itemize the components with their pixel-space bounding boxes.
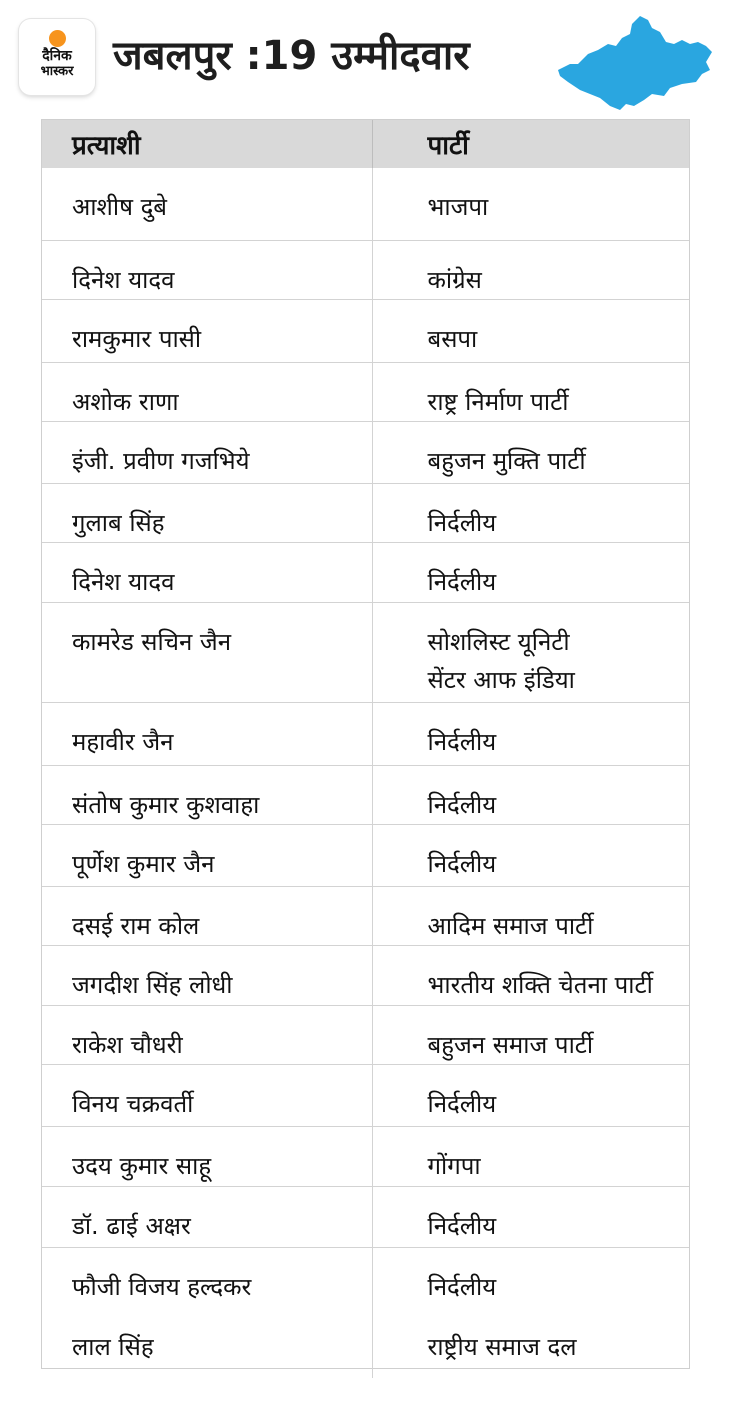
- candidate-cell-text: आशीष दुबे: [72, 193, 168, 221]
- party-cell: [372, 886, 689, 945]
- candidate-cell-text: इंजी. प्रवीण गजभिये: [72, 446, 250, 475]
- party-cell-text: कांग्रेस: [427, 265, 482, 294]
- table-row: [42, 299, 689, 362]
- party-cell-text: सोशलिस्ट यूनिटी: [427, 627, 570, 656]
- party-cell-text: गोंगपा: [427, 1151, 481, 1180]
- candidate-table: [41, 119, 690, 1369]
- party-cell: [372, 483, 689, 542]
- party-cell: [372, 702, 689, 765]
- table-row: [42, 168, 689, 240]
- logo-line-1: दैनिक: [42, 48, 72, 64]
- candidate-cell: [42, 1064, 372, 1126]
- party-cell: [372, 824, 689, 886]
- table-row: [42, 824, 689, 886]
- table-row: [42, 483, 689, 542]
- candidate-cell: [42, 945, 372, 1005]
- party-cell: [372, 362, 689, 421]
- party-cell: [372, 602, 689, 702]
- party-cell-text: भारतीय शक्ति चेतना पार्टी: [427, 970, 653, 999]
- table-row: [42, 421, 689, 483]
- party-cell-text: बसपा: [427, 324, 478, 353]
- candidate-cell: [42, 1186, 372, 1247]
- party-cell-text: आदिम समाज पार्टी: [427, 911, 594, 940]
- candidate-cell: [42, 1126, 372, 1186]
- party-cell-text: निर्दलीय: [427, 790, 497, 819]
- candidate-cell: [42, 421, 372, 483]
- candidate-cell-text: डॉ. ढाई अक्षर: [72, 1211, 191, 1240]
- party-cell-text: निर्दलीय: [427, 1272, 497, 1301]
- table-row: [42, 1186, 689, 1247]
- candidate-cell-text: रामकुमार पासी: [72, 324, 202, 353]
- party-cell-text: निर्दलीय: [427, 1211, 497, 1240]
- candidate-cell-text: फौजी विजय हल्दकर: [72, 1272, 252, 1301]
- madhya-pradesh-map-icon: [556, 14, 714, 112]
- table-row: [42, 602, 689, 702]
- party-cell: [372, 1247, 689, 1378]
- table-row: [42, 362, 689, 421]
- candidate-cell: [42, 1247, 372, 1378]
- table-row: [42, 1005, 689, 1064]
- party-cell: [372, 1064, 689, 1126]
- candidate-cell-text: दिनेश यादव: [72, 567, 175, 596]
- table-row: [42, 765, 689, 824]
- candidate-cell-text: जगदीश सिंह लोधी: [72, 970, 233, 999]
- party-cell: [372, 1186, 689, 1247]
- candidate-cell: [42, 824, 372, 886]
- party-cell: [372, 542, 689, 602]
- party-cell: [372, 1126, 689, 1186]
- party-cell: [372, 168, 689, 240]
- table-row: [42, 1126, 689, 1186]
- table-row: [42, 542, 689, 602]
- party-cell: [372, 1005, 689, 1064]
- candidate-cell: [42, 483, 372, 542]
- candidate-cell-text-line2: लाल सिंह: [72, 1332, 154, 1361]
- header-party: पार्टी: [372, 120, 689, 168]
- candidate-cell: [42, 168, 372, 240]
- candidate-cell-text: कामरेड सचिन जैन: [72, 627, 232, 656]
- candidate-cell: [42, 702, 372, 765]
- candidate-cell-text: महावीर जैन: [72, 727, 174, 756]
- candidate-cell-text: दसई राम कोल: [72, 911, 200, 940]
- table-header-row: [42, 120, 689, 168]
- table-row: [42, 1064, 689, 1126]
- candidate-cell-text: गुलाब सिंह: [72, 508, 165, 537]
- table-row: [42, 702, 689, 765]
- dainik-bhaskar-logo: [19, 19, 95, 95]
- party-cell-text-line2: सेंटर आफ इंडिया: [427, 665, 575, 694]
- sun-icon: [49, 30, 66, 47]
- candidate-cell: [42, 1005, 372, 1064]
- party-cell: [372, 765, 689, 824]
- candidate-cell: [42, 602, 372, 702]
- candidate-cell: [42, 765, 372, 824]
- table-row: [42, 886, 689, 945]
- table-row: [42, 945, 689, 1005]
- party-cell: [372, 240, 689, 299]
- party-cell-text: भाजपा: [427, 193, 489, 221]
- candidate-cell-text: दिनेश यादव: [72, 265, 175, 294]
- party-cell: [372, 945, 689, 1005]
- logo-line-2: भास्कर: [40, 64, 74, 79]
- candidate-cell-text: पूर्णेश कुमार जैन: [72, 849, 215, 878]
- party-cell-text: बहुजन मुक्ति पार्टी: [427, 446, 586, 475]
- header-candidate: प्रत्याशी: [42, 120, 372, 168]
- candidate-cell: [42, 362, 372, 421]
- candidate-cell: [42, 299, 372, 362]
- candidate-cell: [42, 886, 372, 945]
- party-cell-text: बहुजन समाज पार्टी: [427, 1030, 594, 1059]
- candidate-cell-text: संतोष कुमार कुशवाहा: [72, 790, 260, 819]
- party-cell: [372, 421, 689, 483]
- candidate-cell-text: उदय कुमार साहू: [72, 1151, 212, 1180]
- party-cell-text: राष्ट्र निर्माण पार्टी: [427, 387, 569, 416]
- party-cell-text-line2: राष्ट्रीय समाज दल: [427, 1332, 577, 1361]
- candidate-cell-text: अशोक राणा: [72, 387, 179, 416]
- candidate-cell: [42, 542, 372, 602]
- party-cell-text: निर्दलीय: [427, 567, 497, 596]
- table-row: [42, 1247, 689, 1378]
- table-row: [42, 240, 689, 299]
- party-cell-text: निर्दलीय: [427, 727, 497, 756]
- party-cell-text: निर्दलीय: [427, 849, 497, 878]
- candidate-cell-text: विनय चक्रवर्ती: [72, 1089, 194, 1118]
- party-cell-text: निर्दलीय: [427, 1089, 497, 1118]
- party-cell: [372, 299, 689, 362]
- candidate-cell: [42, 240, 372, 299]
- candidate-cell-text: राकेश चौधरी: [72, 1030, 183, 1059]
- party-cell-text: निर्दलीय: [427, 508, 497, 537]
- page-title: जबलपुर :19 उम्मीदवार: [113, 33, 470, 79]
